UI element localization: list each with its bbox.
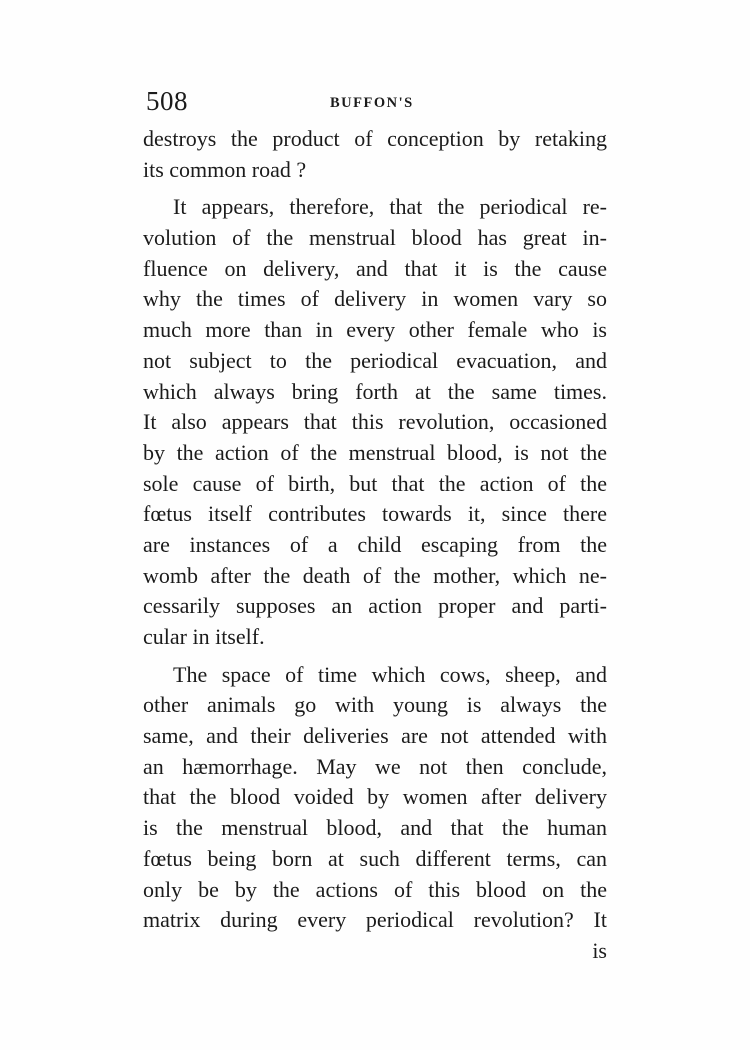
text-line: are instances of a child escaping from the: [143, 531, 607, 557]
text-line: fœtus itself contributes towards it, since there: [143, 501, 607, 527]
text-line: why the times of delivery in women vary so: [143, 286, 607, 312]
text-line: cessarily supposes an action proper and parti-: [143, 593, 607, 619]
text-line: sole cause of birth, but that the action of the: [143, 470, 607, 496]
paragraph-animals: [143, 660, 607, 936]
text-line: fœtus being born at such different terms, can: [143, 845, 607, 871]
text-line: same, and their deliveries are not attended with: [143, 723, 607, 749]
body-text: [143, 124, 607, 967]
paragraph-periodical-revolution: [143, 192, 607, 652]
page-number: 508: [146, 86, 188, 116]
text-line: fluence on delivery, and that it is the cause: [143, 255, 607, 281]
text-line: an hæmorrhage. May we not then conclude,: [143, 753, 607, 779]
text-line: not subject to the periodical evacuation, and: [143, 347, 607, 373]
text-line: its common road ?: [143, 156, 307, 182]
text-line: other animals go with young is always the: [143, 692, 607, 718]
text-line: which always bring forth at the same times.: [143, 378, 607, 404]
text-line: that the blood voided by women after delivery: [143, 784, 607, 810]
paragraph-gap: [143, 653, 607, 660]
text-line: The space of time which cows, sheep, and: [173, 661, 607, 687]
text-line: destroys the product of conception by retaking: [143, 126, 607, 151]
text-line: It appears, therefore, that the periodical re-: [173, 194, 607, 220]
page-header: [146, 86, 606, 116]
text-line: is the menstrual blood, and that the human: [143, 815, 607, 841]
text-line: by the action of the menstrual blood, is not the: [143, 439, 607, 465]
text-line: matrix during every periodical revolution? It: [143, 907, 607, 933]
running-head: BUFFON'S: [330, 95, 414, 111]
text-line: volution of the menstrual blood has great in-: [143, 225, 607, 251]
text-line: only be by the actions of this blood on the: [143, 876, 607, 902]
text-line: cular in itself.: [143, 624, 265, 649]
text-line: much more than in every other female who is: [143, 317, 607, 343]
text-line: It also appears that this revolution, occasioned: [143, 409, 607, 435]
paragraph-continuation: [143, 124, 607, 185]
catchword: is: [592, 937, 607, 963]
text-line: womb after the death of the mother, which ne-: [143, 562, 607, 588]
paragraph-gap: [143, 185, 607, 192]
